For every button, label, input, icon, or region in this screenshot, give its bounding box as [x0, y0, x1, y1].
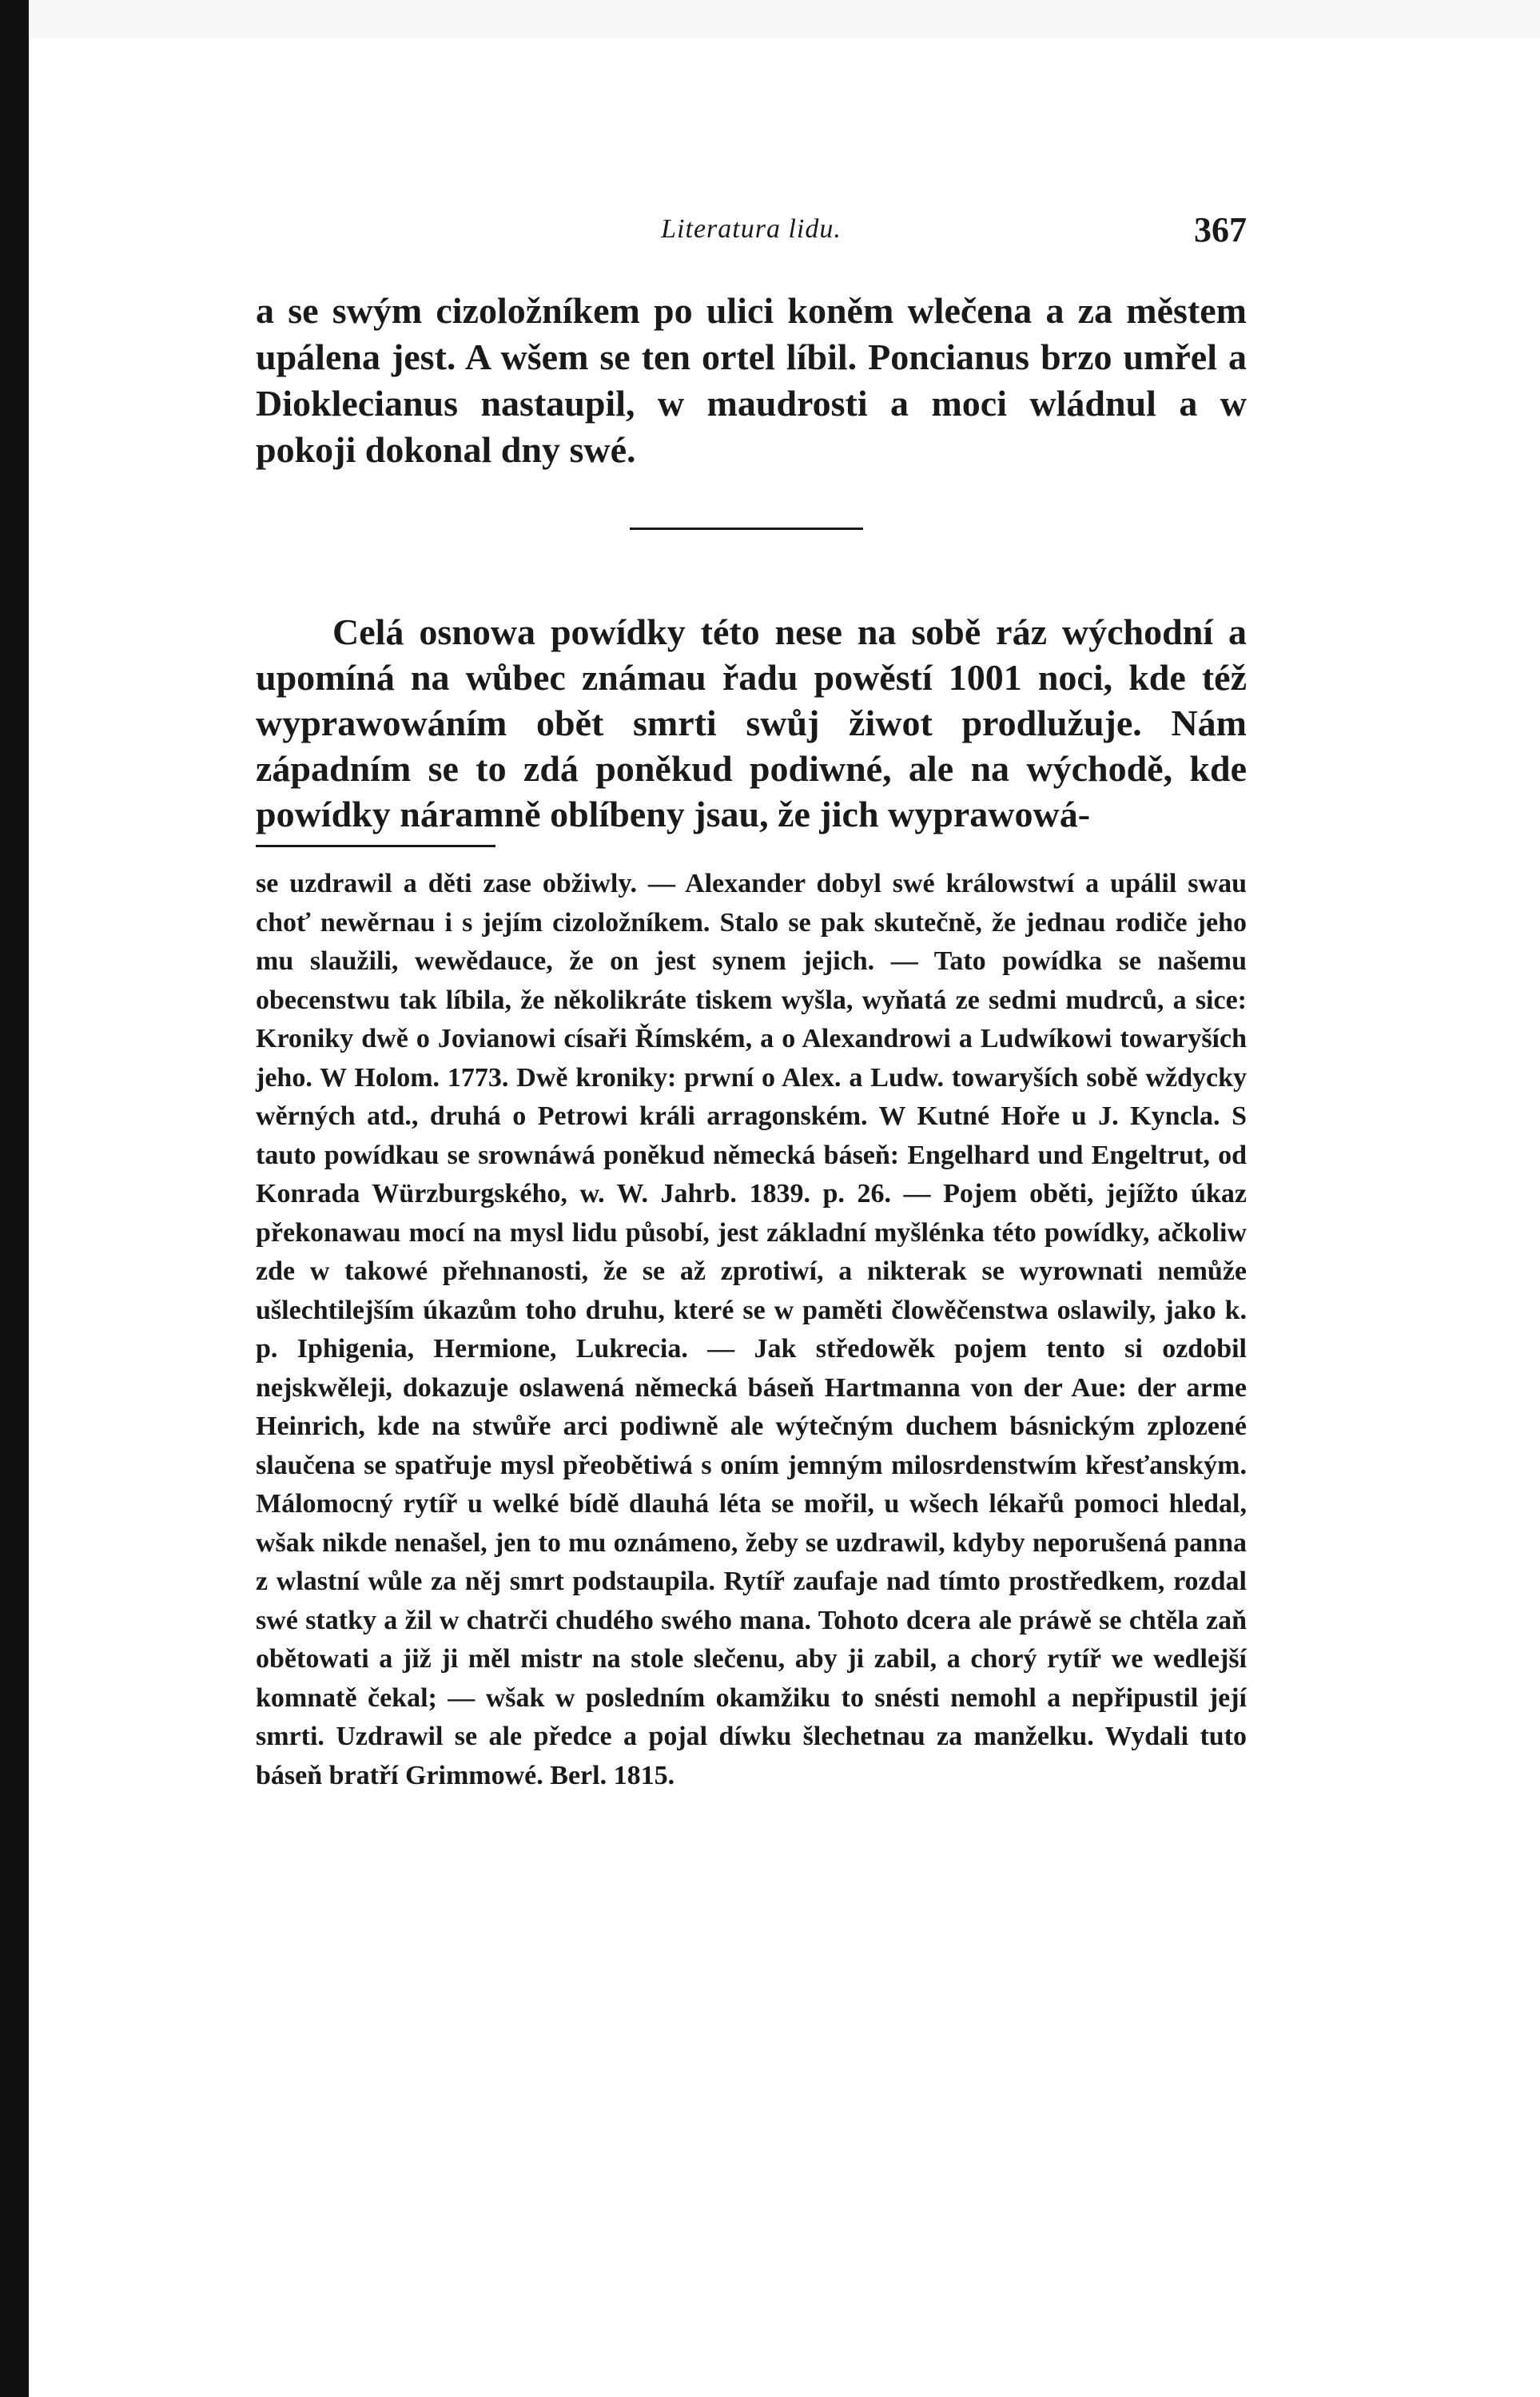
- body-paragraph-2: Celá osnowa powídky této nese na sobě ráz wýchodní a upomíná na wůbec známau řadu powěstí 1001 noci, kde též wyprawowáním obět smrti swůj žiwot prodlužuje. Nám západním se to zdá poněkud podiwné, ale na wýchodě, kde powídky náramně oblíbeny jsau, že jich wyprawowá-: [256, 611, 1247, 834]
- running-title: Literatura lidu.: [661, 214, 842, 244]
- footnote-divider: [256, 845, 495, 847]
- page-header: [256, 210, 1247, 262]
- body-paragraph-1: a se swým cizoložníkem po ulici koněm wlečena a za městem upálena jest. A wšem se ten ortel líbil. Poncianus brzo umřel a Dioklecianus nastaupil, w maudrosti a moci wládnul a w pokoji dokonal dny swé.: [256, 290, 1247, 470]
- section-divider: [630, 528, 863, 530]
- body-paragraph-1-container: [256, 288, 1247, 473]
- page-number: 367: [1194, 210, 1247, 249]
- footnote-text: se uzdrawil a děti zase obžiwly. — Alexander dobyl swé králowstwí a upálil swau choť newěrnau i s jejím cizoložníkem. Stalo se pak skutečně, že jednau rodiče jeho mu slaužili, wewědauce, že on jest synem jejich. — Tato powídka se našemu obecenstwu tak líbila, že několikráte tiskem wyšla, wyňatá ze sedmi mudrců, a sice: Kroniky dwě o Jovianowi císaři Římském, a o Alexandrowi a Ludwíkowi towaryších jeho. W Holom. 1773. Dwě kroniky: prwní o Alex. a Ludw. towaryších sobě wždycky wěrných atd., druhá o Petrowi králi arragonském. W Kutné Hoře u J. Kyncla. S tauto powídkau se srownáwá poněkud německá báseň: Engelhard und Engeltrut, od Konrada Würzburgského, w. W. Jahrb. 1839. p. 26. — Pojem oběti, jejížto úkaz překonawau mocí na mysl lidu působí, jest základní myšlénka této powídky, ačkoliw zde w takowé přehnanosti, že se až zprotiwí, a nikterak se wyrownati nemůže ušlechtilejším úkazům toho druhu, které se w paměti člowěčenstwa oslawily, jako k. p. Iphigenia, Hermione, Lukrecia. — Jak středowěk pojem tento si ozdobil nejskwěleji, dokazuje oslawená německá báseň Hartmanna von der Aue: der arme Heinrich, kde na stwůře arci podiwně ale wýtečným duchem básnickým zplozené slaučena se spatřuje mysl přeobětiwá s oním jemným milosrdenstwím křesťanským. Málomocný rytíř u welké bídě dlauhá léta se mořil, u wšech lékařů pomoci hledal, wšak nikde nenašel, jen to mu oznámeno, žeby se uzdrawil, kdyby neporušená panna z wlastní wůle za něj smrt podstaupila. Rytíř zaufaje nad tímto prostředkem, rozdal swé statky a žil w chatrči chudého swého mana. Tohoto dcera ale práwě se chtěla zaň obětowati a již ji měl mistr na stole slečenu, aby ji zabil, a chorý rytíř we wedlejší komnatě čekal; — wšak w posledním okamžiku to snésti nemohl a nepřipustil její smrti. Uzdrawil se ale předce a pojal díwku šlechetnau za manželku. Wydali tuto báseň bratří Grimmowé. Berl. 1815.: [256, 869, 1247, 1790]
